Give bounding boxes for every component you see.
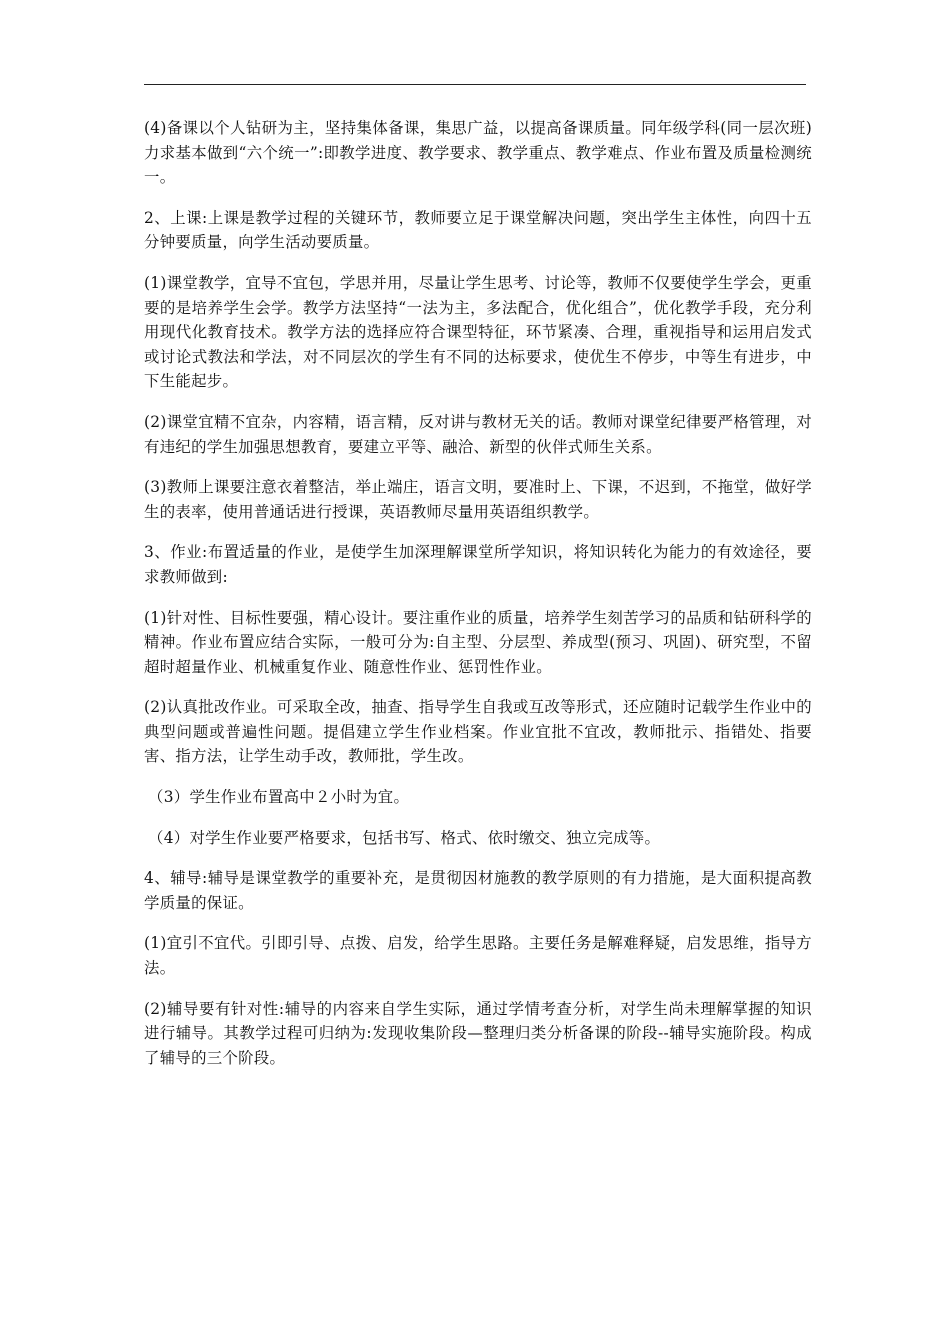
paragraph: (1)宜引不宜代。引即引导、点拨、启发，给学生思路。主要任务是解难释疑，启发思维，指导方法。	[144, 934, 812, 978]
paragraph: (2)课堂宜精不宜杂，内容精，语言精，反对讲与教材无关的话。教师对课堂纪律要严格管理，对有违纪的学生加强思想教育，要建立平等、融洽、新型的伙伴式师生关系。	[144, 412, 812, 456]
paragraph: （3）学生作业布置高中２小时为宜。	[148, 788, 410, 807]
paragraph: （4）对学生作业要严格要求，包括书写、格式、依时缴交、独立完成等。	[148, 828, 661, 847]
paragraph: (2)辅导要有针对性:辅导的内容来自学生实际，通过学情考查分析，对学生尚未理解掌握的知识进行辅导。其教学过程可归纳为:发现收集阶段—整理归类分析备课的阶段--辅导实施阶段。构成了辅导的三个阶段。	[144, 999, 812, 1067]
paragraph: 4、辅导:辅导是课堂教学的重要补充，是贯彻因材施教的教学原则的有力措施，是大面积提高教学质量的保证。	[144, 869, 812, 912]
header-rule	[144, 84, 806, 85]
paragraph: 3、作业:布置适量的作业，是使学生加深理解课堂所学知识，将知识转化为能力的有效途径，要求教师做到:	[144, 543, 812, 586]
paragraph: (3)教师上课要注意衣着整洁，举止端庄，语言文明，要准时上、下课，不迟到，不拖堂，做好学生的表率，使用普通话进行授课，英语教师尽量用英语组织教学。	[144, 478, 812, 521]
document-body	[144, 116, 812, 1086]
paragraph: (4)备课以个人钻研为主，坚持集体备课，集思广益，以提高备课质量。同年级学科(同一层次班)力求基本做到“六个统一”:即教学进度、教学要求、教学重点、教学难点、作业布置及质量检测统一。	[144, 119, 812, 187]
paragraph: (2)认真批改作业。可采取全改，抽查、指导学生自我或互改等形式，还应随时记载学生作业中的典型问题或普遍性问题。提倡建立学生作业档案。作业宜批不宜改，教师批示、指错处、指要害、指方法，让学生动手改，教师批，学生改。	[144, 698, 812, 766]
paragraph: (1)针对性、目标性要强，精心设计。要注重作业的质量，培养学生刻苦学习的品质和钻研科学的精神。作业布置应结合实际，一般可分为:自主型、分层型、养成型(预习、巩固)、研究型，不留超时超量作业、机械重复作业、随意性作业、惩罚性作业。	[144, 608, 812, 676]
paragraph: (1)课堂教学，宜导不宜包，学思并用，尽量让学生思考、讨论等，教师不仅要使学生学会，更重要的是培养学生会学。教学方法坚持“一法为主，多法配合，优化组合”，优化教学手段，充分利用现代化教育技术。教学方法的选择应符合课型特征，环节紧凑、合理，重视指导和运用启发式或讨论式教法和学法，对不同层次的学生有不同的达标要求，使优生不停步，中等生有进步，中下生能起步。	[144, 273, 812, 391]
paragraph: 2、上课:上课是教学过程的关键环节，教师要立足于课堂解决问题，突出学生主体性，向四十五分钟要质量，向学生活动要质量。	[144, 208, 812, 252]
